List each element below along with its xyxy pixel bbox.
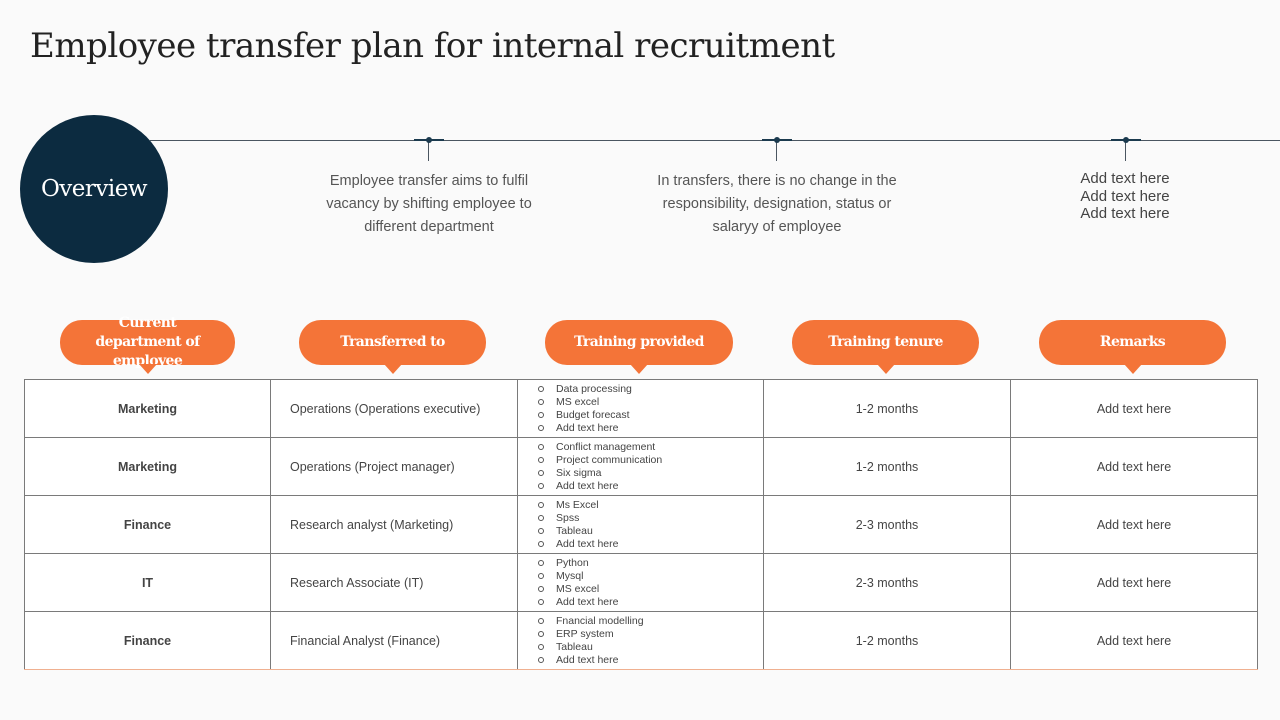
training-item: Ms Excel [538, 499, 763, 512]
table-row [25, 438, 1258, 496]
tenure-cell: 1-2 months [764, 438, 1011, 496]
header-training-provided [545, 320, 733, 365]
timeline-marker [414, 135, 444, 163]
training-item: Add text here [538, 538, 763, 551]
remark-cell: Add text here [1011, 380, 1258, 438]
transferred-to-cell: Research Associate (IT) [271, 554, 518, 612]
header-label: Training tenure [828, 334, 943, 350]
overview-point-2: In transfers, there is no change in the responsibility, designation, status or salaryy of employee [657, 173, 897, 235]
transferred-to-cell: Research analyst (Marketing) [271, 496, 518, 554]
training-item: Add text here [538, 422, 763, 435]
table-row [25, 496, 1258, 554]
table-row [25, 554, 1258, 612]
training-cell [518, 380, 764, 438]
timeline-marker [762, 135, 792, 163]
training-item: Spss [538, 512, 763, 525]
training-item: MS excel [538, 396, 763, 409]
dept-cell: Marketing [25, 438, 271, 496]
header-remarks [1039, 320, 1226, 365]
training-item: Six sigma [538, 467, 763, 480]
remark-cell: Add text here [1011, 554, 1258, 612]
tenure-cell: 2-3 months [764, 496, 1011, 554]
dept-cell: Marketing [25, 380, 271, 438]
remark-cell: Add text here [1011, 496, 1258, 554]
training-item: Budget forecast [538, 409, 763, 422]
header-training-tenure [792, 320, 979, 365]
overview-point-3 [1005, 170, 1245, 223]
training-item: Add text here [538, 480, 763, 493]
timeline-marker [1111, 135, 1141, 163]
dept-cell: Finance [25, 612, 271, 670]
tenure-cell: 2-3 months [764, 554, 1011, 612]
transferred-to-cell: Operations (Project manager) [271, 438, 518, 496]
training-item: Mysql [538, 570, 763, 583]
dept-cell: Finance [25, 496, 271, 554]
remark-cell: Add text here [1011, 612, 1258, 670]
training-item: Python [538, 557, 763, 570]
table-row [25, 612, 1258, 670]
training-item: Add text here [538, 654, 763, 667]
overview-point-3-line: Add text here [1080, 170, 1170, 187]
training-item: Tableau [538, 525, 763, 538]
table-row [25, 380, 1258, 438]
page-title: Employee transfer plan for internal recruitment [30, 26, 835, 66]
header-label: Transferred to [340, 334, 445, 350]
tenure-cell: 1-2 months [764, 612, 1011, 670]
header-label: Training provided [574, 334, 704, 350]
transferred-to-cell: Financial Analyst (Finance) [271, 612, 518, 670]
overview-point-3-line: Add text here [1080, 205, 1170, 222]
header-label: Current department of employee [95, 315, 200, 369]
remark-cell: Add text here [1011, 438, 1258, 496]
dept-cell: IT [25, 554, 271, 612]
training-cell [518, 612, 764, 670]
header-current-department [60, 315, 235, 369]
overview-point-1: Employee transfer aims to fulfil vacancy by shifting employee to different department [326, 173, 532, 235]
transfer-table [24, 379, 1258, 670]
tenure-cell: 1-2 months [764, 380, 1011, 438]
header-transferred-to [299, 320, 486, 365]
training-item: Conflict management [538, 441, 763, 454]
training-item: Fnancial modelling [538, 615, 763, 628]
training-item: ERP system [538, 628, 763, 641]
training-cell [518, 496, 764, 554]
training-item: Project communication [538, 454, 763, 467]
training-item: Add text here [538, 596, 763, 609]
training-cell [518, 438, 764, 496]
overview-circle [20, 115, 168, 263]
training-item: Data processing [538, 383, 763, 396]
training-item: MS excel [538, 583, 763, 596]
training-cell [518, 554, 764, 612]
header-label: Remarks [1099, 334, 1166, 350]
transferred-to-cell: Operations (Operations executive) [271, 380, 518, 438]
overview-point-3-line: Add text here [1080, 187, 1170, 205]
training-item: Tableau [538, 641, 763, 654]
overview-label: Overview [40, 176, 148, 202]
